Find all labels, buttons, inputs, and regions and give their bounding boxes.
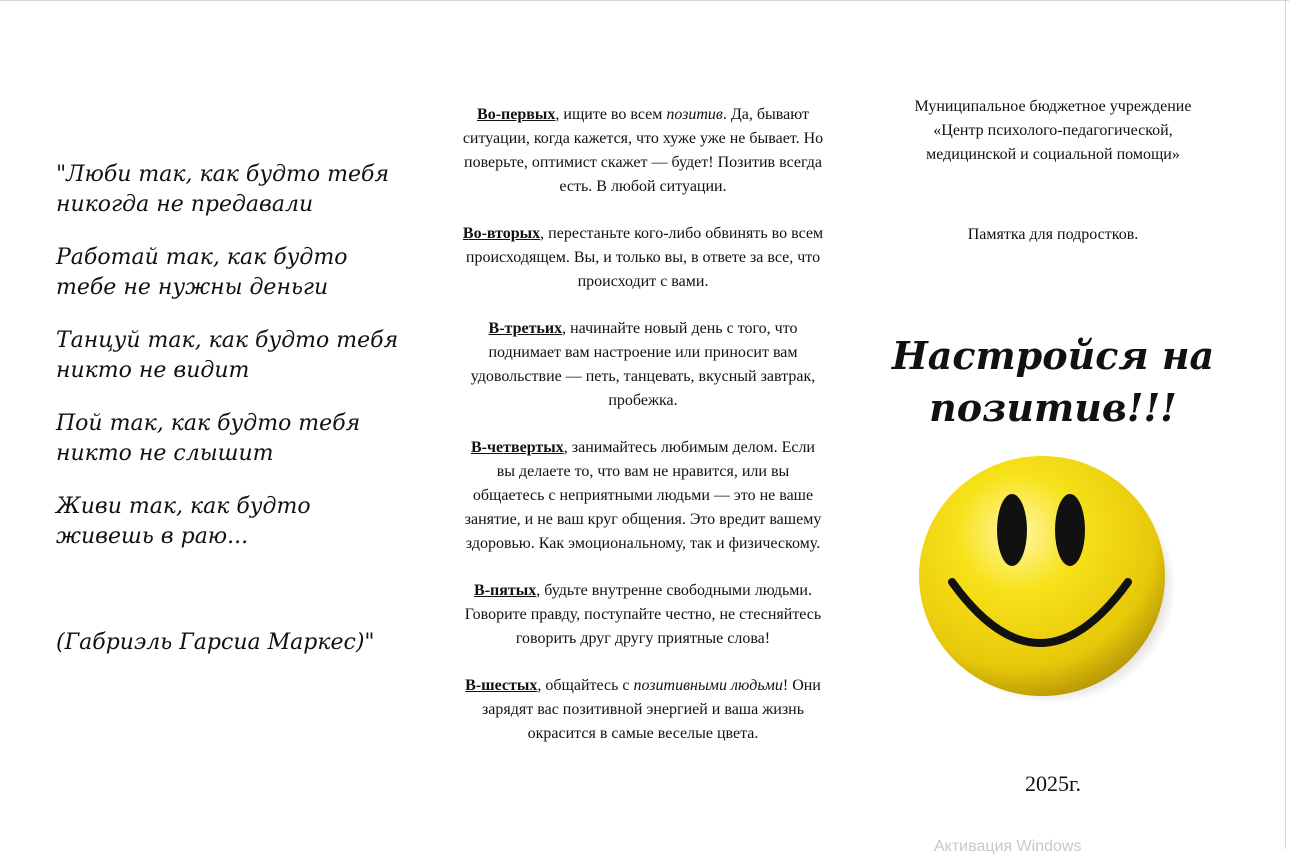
- tip-paragraph: В-шестых, общайтесь с позитивными людьми! Они зарядят вас позитивной энергией и ваша жизнь окрасится в самые веселые цвета.: [465, 677, 821, 742]
- tip-paragraph: В-четвертых, занимайтесь любимым делом. Если вы делаете то, что вам не нравится, или вы общаетесь с неприятными людьми — это не ваше занятие, и не ваш круг общения. Это вредит вашему здоровью. Как эмоциональному, так и физическому.: [464, 439, 822, 552]
- quote-line: Работай так, как будто тебе не нужны деньги: [56, 245, 348, 300]
- publication-year: 2025г.: [1024, 771, 1082, 796]
- organization-name: Муниципальное бюджетное учреждение «Центр психолого-педагогической, медицинской и социальной помощи»: [914, 98, 1192, 163]
- tip-heading: Во-вторых: [462, 225, 541, 242]
- tip-heading: В-четвертых: [471, 439, 564, 456]
- quote-author: (Габриэль Гарсиа Маркес)": [56, 630, 375, 655]
- tip-paragraph: В-пятых, будьте внутренне свободными людьми. Говорите правду, поступайте честно, не стесняйтесь говорить друг другу приятные слова!: [464, 582, 822, 647]
- page-top-border: [0, 0, 1289, 1]
- quote-line: Танцуй так, как будто тебя никто не видит: [56, 328, 399, 383]
- smiley-face-icon: [914, 454, 1174, 704]
- quotes-column: [56, 160, 406, 575]
- tip-paragraph: В-третьих, начинайте новый день с того, что поднимает вам настроение или приносит вам удовольствие — петь, танцевать, вкусный завтрак, пробежка.: [470, 320, 816, 409]
- tip-heading: В-пятых: [474, 582, 537, 599]
- tip-paragraph: Во-вторых, перестаньте кого-либо обвинять во всем происходящем. Вы, и только вы, в ответе за все, что происходит с вами.: [462, 225, 824, 290]
- tips-column: [462, 103, 824, 769]
- quote-line: "Люби так, как будто тебя никогда не предавали: [56, 162, 390, 217]
- quote-line: Живи так, как будто живешь в раю...: [56, 494, 311, 549]
- leaflet-subtitle: Памятка для подростков.: [967, 226, 1139, 243]
- tip-paragraph: Во-первых, ищите во всем позитив. Да, бывают ситуации, когда кажется, что хуже уже не бывает. Но поверьте, оптимист скажет — будет! Позитив всегда есть. В любой ситуации.: [462, 106, 824, 195]
- activation-watermark: Активация Windows: [934, 838, 1082, 855]
- tip-heading: Во-первых: [477, 106, 556, 123]
- leaflet-title: Настройся на позитив!!!: [891, 333, 1215, 430]
- quote-line: Пой так, как будто тебя никто не слышит: [56, 411, 361, 466]
- page-right-edge: [1285, 0, 1286, 849]
- tip-heading: В-третьих: [488, 320, 563, 337]
- tip-heading: В-шестых: [465, 677, 538, 694]
